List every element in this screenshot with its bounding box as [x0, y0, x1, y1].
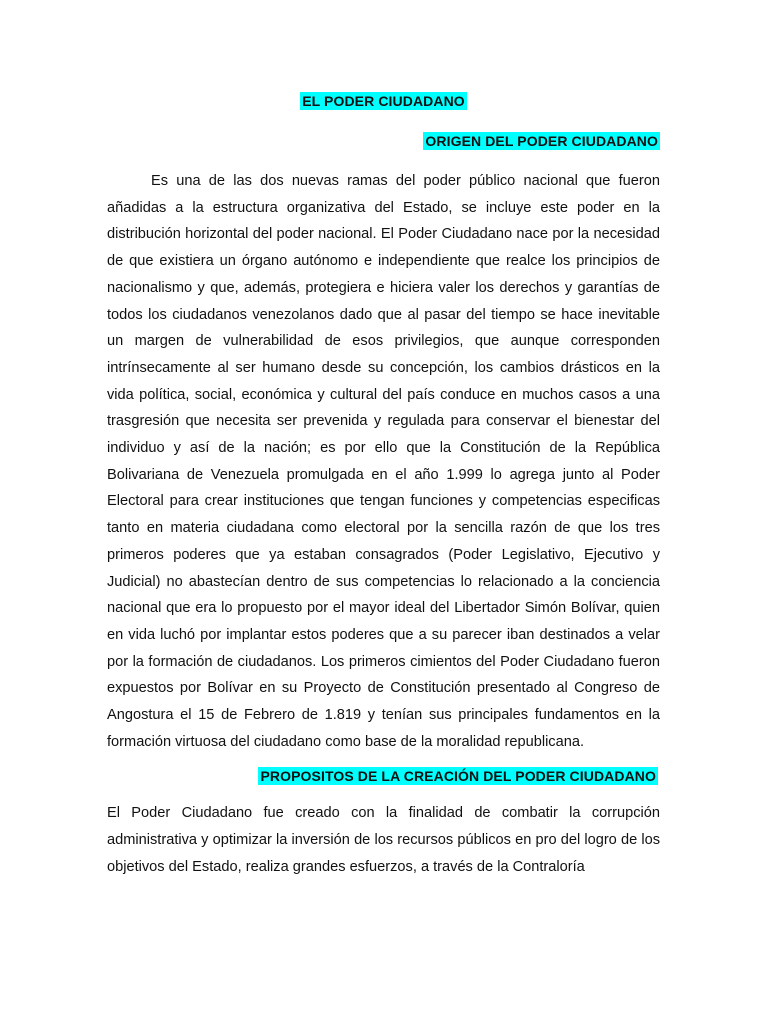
section1-heading-container — [107, 128, 660, 155]
section2-paragraph: El Poder Ciudadano fue creado con la finalidad de combatir la corrupción administrativa y optimizar la inversión de los recursos públicos en pro del logro de los objetivos del Estado, realiza grandes esfuerzos, a través de la Contraloría — [107, 805, 660, 875]
section2-heading-container — [107, 763, 660, 790]
document-page — [107, 88, 660, 881]
document-title: EL PODER CIUDADANO — [302, 93, 465, 109]
section1-heading: ORIGEN DEL PODER CIUDADANO — [425, 133, 658, 149]
section2-heading: PROPOSITOS DE LA CREACIÓN DEL PODER CIUDADANO — [260, 768, 656, 785]
section1-paragraph: Es una de las dos nuevas ramas del poder público nacional que fueron añadidas a la estructura organizativa del Estado, se incluye este poder en la distribución horizontal del poder nacional. El Poder Ciudadano nace por la necesidad de que existiera un órgano autónomo e independiente que realce los principios de nacionalismo y que, además, protegiera e hiciera valer los derechos y garantías de todos los ciudadanos venezolanos dado que al pasar del tiempo se hace inevitable un margen de vulnerabilidad de esos privilegios, que aunque corresponden intrínsecamente al ser humano desde su concepción, los cambios drásticos en la vida política, social, económica y cultural del país conduce en muchos casos a una trasgresión que necesita ser prevenida y regulada para conservar el bienestar del individuo y así de la nación; es por ello que la Constitución de la República Bolivariana de Venezuela promulgada en el año 1.999 lo agrega junto al Poder Electoral para crear instituciones que tengan funciones y competencias especificas tanto en materia ciudadana como electoral por la sencilla razón de que los tres primeros poderes que ya estaban consagrados (Poder Legislativo, Ejecutivo y Judicial) no abastecían dentro de sus competencias lo relacionado a la conciencia nacional que era lo propuesto por el mayor ideal del Libertador Simón Bolívar, quien en vida luchó por implantar estos poderes que a su parecer iban destinados a velar por la formación de ciudadanos. Los primeros cimientos del Poder Ciudadano fueron expuestos por Bolívar en su Proyecto de Constitución presentado al Congreso de Angostura el 15 de Febrero de 1.819 y tenían sus principales fundamentos en la formación virtuosa del ciudadano como base de la moralidad republicana. — [107, 173, 660, 750]
title-container — [107, 88, 660, 115]
